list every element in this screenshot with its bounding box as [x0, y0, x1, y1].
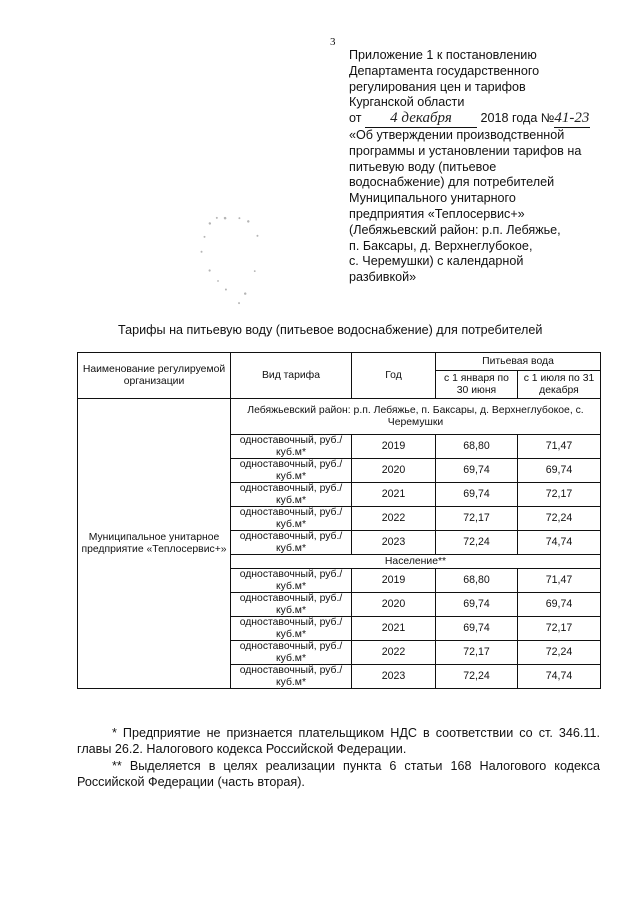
tariff-type-cell: одноставочный, руб./куб.м*	[231, 483, 352, 507]
page-number: 3	[330, 36, 336, 48]
year-cell: 2021	[352, 617, 436, 641]
appendix-subject-line: с. Черемушки) с календарной	[349, 254, 524, 269]
appendix-header	[349, 48, 609, 286]
year-cell: 2023	[352, 531, 436, 555]
value-period-1: 72,24	[436, 665, 518, 689]
value-period-2: 72,24	[518, 507, 601, 531]
appendix-line: Департамента государственного	[349, 63, 540, 78]
footnote-vat: * Предприятие не признается плательщиком НДС в соответствии со ст. 346.11. главы 26.2. Налогового кодекса Российской Федерации.	[77, 726, 600, 757]
footnotes	[77, 725, 600, 791]
date-prefix: от	[349, 111, 362, 126]
tariff-type-cell: одноставочный, руб./куб.м*	[231, 641, 352, 665]
stamp-dots-icon	[180, 197, 291, 323]
year-cell: 2023	[352, 665, 436, 689]
region-cell: Лебяжьевский район: р.п. Лебяжье, п. Баксары, д. Верхнеглубокое, с. Черемушки	[231, 399, 601, 435]
value-period-1: 72,17	[436, 641, 518, 665]
value-period-1: 69,74	[436, 593, 518, 617]
tariff-type-cell: одноставочный, руб./куб.м*	[231, 617, 352, 641]
appendix-subject-line: разбивкой»	[349, 270, 417, 285]
tariff-type-cell: одноставочный, руб./куб.м*	[231, 435, 352, 459]
date-year: 2018 года №	[480, 111, 555, 126]
region-row	[78, 399, 601, 435]
value-period-1: 69,74	[436, 483, 518, 507]
tariff-type-cell: одноставочный, руб./куб.м*	[231, 531, 352, 555]
appendix-subject-line: «Об утверждении производственной	[349, 127, 565, 142]
value-period-2: 69,74	[518, 593, 601, 617]
year-cell: 2020	[352, 459, 436, 483]
appendix-line: Курганской области	[349, 95, 465, 110]
value-period-1: 72,17	[436, 507, 518, 531]
year-cell: 2021	[352, 483, 436, 507]
value-period-2: 71,47	[518, 569, 601, 593]
value-period-2: 71,47	[518, 435, 601, 459]
table-header-row	[78, 353, 601, 371]
header-tariff-type: Вид тарифа	[231, 353, 352, 399]
value-period-2: 69,74	[518, 459, 601, 483]
appendix-subject-line: п. Баксары, д. Верхнеглубокое,	[349, 238, 533, 253]
appendix-line: регулирования цен и тарифов	[349, 79, 526, 94]
appendix-subject-line: Муниципального унитарного	[349, 191, 516, 206]
appendix-subject-line: предприятия «Теплосервис+»	[349, 206, 525, 221]
value-period-2: 72,24	[518, 641, 601, 665]
year-cell: 2020	[352, 593, 436, 617]
appendix-subject-line: водоснабжение) для потребителей	[349, 175, 555, 190]
tariff-type-cell: одноставочный, руб./куб.м*	[231, 507, 352, 531]
tariff-type-cell: одноставочный, руб./куб.м*	[231, 569, 352, 593]
tariff-type-cell: одноставочный, руб./куб.м*	[231, 459, 352, 483]
appendix-line: Приложение 1 к постановлению	[349, 48, 537, 62]
value-period-1: 72,24	[436, 531, 518, 555]
value-period-1: 68,80	[436, 569, 518, 593]
appendix-subject-line: (Лебяжьевский район: р.п. Лебяжье,	[349, 222, 561, 237]
header-year: Год	[352, 353, 436, 399]
value-period-1: 69,74	[436, 459, 518, 483]
header-organization: Наименование регулируемой организации	[78, 353, 231, 399]
year-cell: 2019	[352, 569, 436, 593]
value-period-2: 72,17	[518, 617, 601, 641]
appendix-subject-line: питьевую воду (питьевое	[349, 159, 497, 174]
year-cell: 2019	[352, 435, 436, 459]
value-period-2: 72,17	[518, 483, 601, 507]
header-period-2: с 1 июля по 31 декабря	[518, 371, 601, 399]
tariff-type-cell: одноставочный, руб./куб.м*	[231, 665, 352, 689]
value-period-1: 68,80	[436, 435, 518, 459]
handwritten-number: 41-23	[554, 110, 590, 127]
appendix-subject-line: программы и установлении тарифов на	[349, 143, 582, 158]
header-water: Питьевая вода	[436, 353, 601, 371]
tariff-table	[77, 352, 601, 689]
header-period-1: с 1 января по 30 июня	[436, 371, 518, 399]
document-title: Тарифы на питьевую воду (питьевое водоснабжение) для потребителей	[118, 323, 543, 337]
appendix-date-line	[349, 111, 609, 128]
value-period-2: 74,74	[518, 531, 601, 555]
faint-stamp-mark	[180, 197, 291, 323]
value-period-1: 69,74	[436, 617, 518, 641]
value-period-2: 74,74	[518, 665, 601, 689]
organization-cell: Муниципальное унитарное предприятие «Теплосервис+»	[78, 399, 231, 689]
year-cell: 2022	[352, 507, 436, 531]
footnote-population: ** Выделяется в целях реализации пункта 6 статьи 168 Налогового кодекса Российской Федерации (часть вторая).	[77, 758, 600, 790]
population-cell: Население**	[231, 555, 601, 569]
year-cell: 2022	[352, 641, 436, 665]
tariff-type-cell: одноставочный, руб./куб.м*	[231, 593, 352, 617]
handwritten-date: 4 декабря	[365, 111, 477, 128]
